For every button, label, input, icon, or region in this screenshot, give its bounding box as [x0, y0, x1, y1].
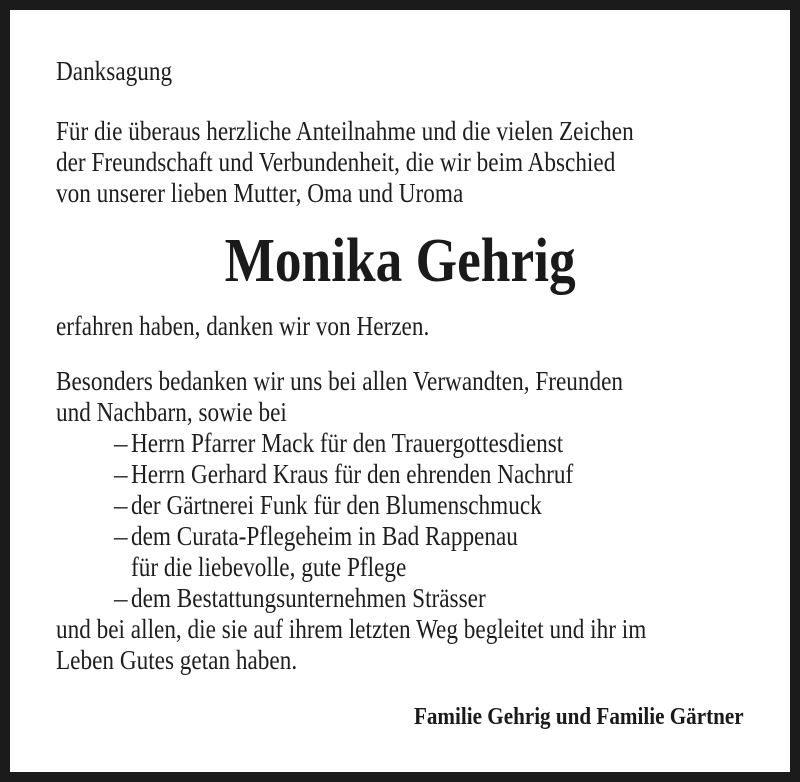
obituary-notice [10, 10, 790, 772]
intro-line: von unserer lieben Mutter, Oma und Uroma [56, 178, 464, 208]
closing-line: Leben Gutes getan haben. [56, 645, 298, 675]
signature [369, 702, 744, 732]
dash-bullet: – [114, 583, 128, 613]
signature-text: Familie Gehrig und Familie Gärtner [414, 704, 744, 730]
dash-bullet: – [114, 521, 128, 551]
dash-bullet: – [114, 428, 128, 458]
deceased-name-text: Monika Gehrig [224, 227, 576, 295]
thanks-item: dem Bestattungsunternehmen Strässer [131, 583, 486, 613]
closing-line: und bei allen, die sie auf ihrem letzten Weg begleitet und ihr im [56, 614, 647, 644]
thanks-item: Herrn Gerhard Kraus für den ehrenden Nachruf [131, 459, 574, 489]
thanks-item: der Gärtnerei Funk für den Blumenschmuck [131, 490, 542, 520]
special-thanks-line: Besonders bedanken wir uns bei allen Verwandten, Freunden [56, 366, 624, 396]
heading: Danksagung [56, 56, 173, 86]
thanks-item: dem Curata-Pflegeheim in Bad Rappenau [131, 521, 518, 551]
thanks-item-continuation: für die liebevolle, gute Pflege [131, 552, 407, 582]
intro-line: Für die überaus herzliche Anteilnahme und die vielen Zeichen [56, 116, 634, 146]
special-thanks-line: und Nachbarn, sowie bei [56, 397, 287, 427]
dash-bullet: – [114, 459, 128, 489]
after-name-line: erfahren haben, danken wir von Herzen. [56, 311, 430, 341]
intro-line: der Freundschaft und Verbundenheit, die wir beim Abschied [56, 147, 616, 177]
thanks-item: Herrn Pfarrer Mack für den Trauergottesdienst [131, 428, 564, 458]
deceased-name [10, 226, 790, 296]
dash-bullet: – [114, 490, 128, 520]
